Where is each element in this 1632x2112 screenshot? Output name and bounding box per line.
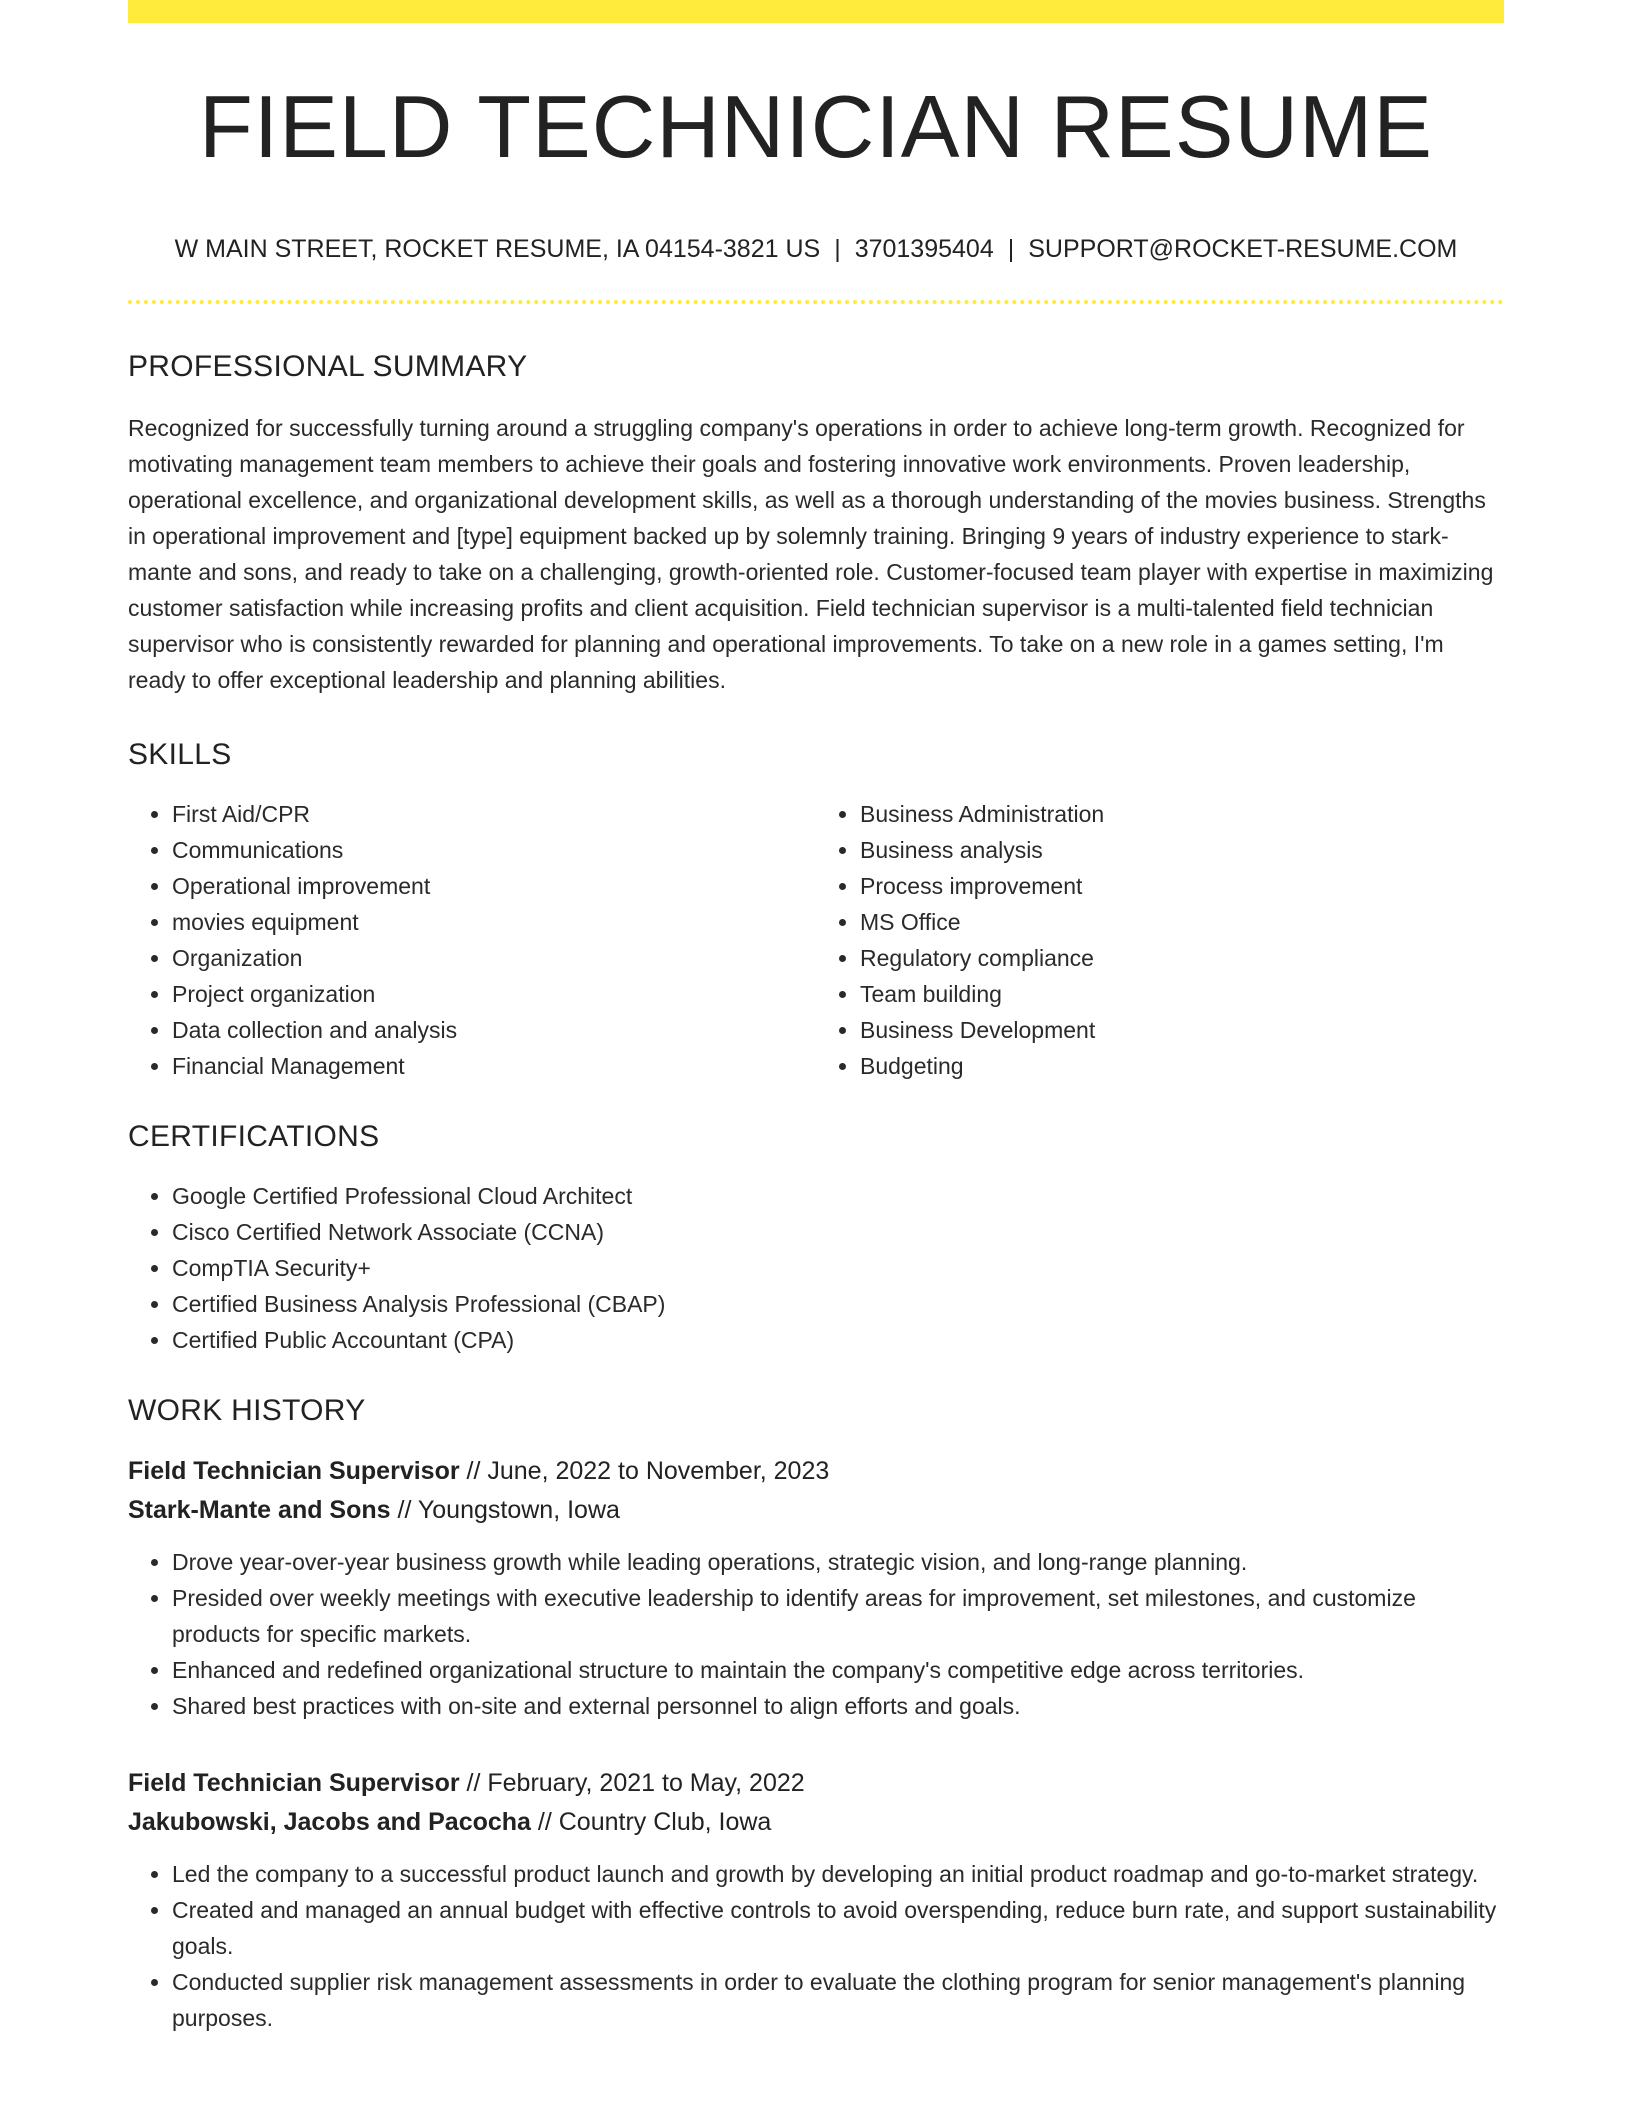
certification-item: • Google Certified Professional Cloud Architect bbox=[172, 1178, 1504, 1214]
skills-grid bbox=[128, 796, 1504, 1084]
job-role-line bbox=[128, 1452, 1504, 1491]
job-dates: // February, 2021 to May, 2022 bbox=[459, 1769, 805, 1797]
contact-address: W MAIN STREET, ROCKET RESUME, IA 04154-3821 US bbox=[174, 235, 821, 263]
skill-item: • Business Development bbox=[860, 1012, 1504, 1048]
job-location: // Youngstown, Iowa bbox=[390, 1496, 620, 1524]
summary-heading: PROFESSIONAL SUMMARY bbox=[128, 350, 528, 383]
work-history-heading: WORK HISTORY bbox=[128, 1394, 366, 1427]
job-role: Field Technician Supervisor bbox=[128, 1769, 460, 1797]
job-company: Jakubowski, Jacobs and Pacocha bbox=[128, 1808, 531, 1836]
skill-item: • Business analysis bbox=[860, 832, 1504, 868]
skill-item: • Process improvement bbox=[860, 868, 1504, 904]
skill-item: • Operational improvement bbox=[172, 868, 816, 904]
contact-separator: | bbox=[1007, 235, 1015, 263]
job-location: // Country Club, Iowa bbox=[530, 1808, 772, 1836]
job-dates: // June, 2022 to November, 2023 bbox=[459, 1457, 830, 1485]
skill-item: • First Aid/CPR bbox=[172, 796, 816, 832]
job-role: Field Technician Supervisor bbox=[128, 1457, 460, 1485]
header-accent-bar bbox=[128, 0, 1504, 23]
resume-title: FIELD TECHNICIAN RESUME bbox=[199, 77, 1433, 176]
job-bullets bbox=[128, 1544, 1504, 1724]
skill-item: • Regulatory compliance bbox=[860, 940, 1504, 976]
job-bullet: • Shared best practices with on-site and external personnel to align efforts and goals. bbox=[172, 1688, 1504, 1724]
job-bullet: • Led the company to a successful product launch and growth by developing an initial product roadmap and go-to-market strategy. bbox=[172, 1856, 1504, 1892]
certification-item: • CompTIA Security+ bbox=[172, 1250, 1504, 1286]
contact-line bbox=[128, 237, 1504, 262]
skill-item: • Project organization bbox=[172, 976, 816, 1012]
contact-separator: | bbox=[834, 235, 841, 263]
job-bullet: • Presided over weekly meetings with executive leadership to identify areas for improvement, set milestones, and customize products for specific markets. bbox=[172, 1580, 1504, 1652]
skill-item: • Organization bbox=[172, 940, 816, 976]
skills-list-right bbox=[816, 796, 1504, 1084]
summary-text: Recognized for successfully turning around a struggling company's operations in order to achieve long-term growth. Recognized for motivating management team members to achieve their goals and fostering innovative work environments. Proven leadership, operational excellence, and organizational development skills, as well as a thorough understanding of the movies business. Strengths in operational improvement and [type] equipment backed up by solemnly training. Bringing 9 years of industry experience to stark-mante and sons, and ready to take on a challenging, growth-oriented role. Customer-focused team player with expertise in maximizing customer satisfaction while increasing profits and client acquisition. Field technician supervisor is a multi-talented field technician supervisor who is consistently rewarded for planning and operational improvements. To take on a new role in a games setting, I'm ready to offer exceptional leadership and planning abilities. bbox=[128, 415, 1494, 693]
contact-email: SUPPORT@ROCKET-RESUME.COM bbox=[1028, 235, 1458, 263]
job-bullet: • Conducted supplier risk management assessments in order to evaluate the clothing program for senior management's planning purposes. bbox=[172, 1964, 1504, 2036]
skill-item: • MS Office bbox=[860, 904, 1504, 940]
skill-item: • Business Administration bbox=[860, 796, 1504, 832]
skill-item: • Communications bbox=[172, 832, 816, 868]
skills-heading: SKILLS bbox=[128, 738, 232, 771]
certifications-list bbox=[128, 1178, 1504, 1358]
skill-item: • movies equipment bbox=[172, 904, 816, 940]
certification-item: • Cisco Certified Network Associate (CCNA) bbox=[172, 1214, 1504, 1250]
job-entry bbox=[128, 1764, 1504, 2036]
skill-item: • Budgeting bbox=[860, 1048, 1504, 1084]
job-entry bbox=[128, 1452, 1504, 1724]
certification-item: • Certified Public Accountant (CPA) bbox=[172, 1322, 1504, 1358]
contact-phone: 3701395404 bbox=[854, 235, 994, 263]
skills-list-left bbox=[128, 796, 816, 1084]
job-bullet: • Created and managed an annual budget with effective controls to avoid overspending, reduce burn rate, and support sustainability goals. bbox=[172, 1892, 1504, 1964]
job-company-line bbox=[128, 1803, 1504, 1842]
job-bullet: • Enhanced and redefined organizational structure to maintain the company's competitive edge across territories. bbox=[172, 1652, 1504, 1688]
certification-item: • Certified Business Analysis Professional (CBAP) bbox=[172, 1286, 1504, 1322]
job-bullets bbox=[128, 1856, 1504, 2036]
job-role-line bbox=[128, 1764, 1504, 1803]
skill-item: • Financial Management bbox=[172, 1048, 816, 1084]
resume-page bbox=[128, 0, 1504, 2036]
skill-item: • Data collection and analysis bbox=[172, 1012, 816, 1048]
job-bullet: • Drove year-over-year business growth while leading operations, strategic vision, and long-range planning. bbox=[172, 1544, 1504, 1580]
header-divider bbox=[128, 300, 1504, 304]
certifications-heading: CERTIFICATIONS bbox=[128, 1120, 380, 1153]
skill-item: • Team building bbox=[860, 976, 1504, 1012]
job-company: Stark-Mante and Sons bbox=[128, 1496, 391, 1524]
job-company-line bbox=[128, 1491, 1504, 1530]
